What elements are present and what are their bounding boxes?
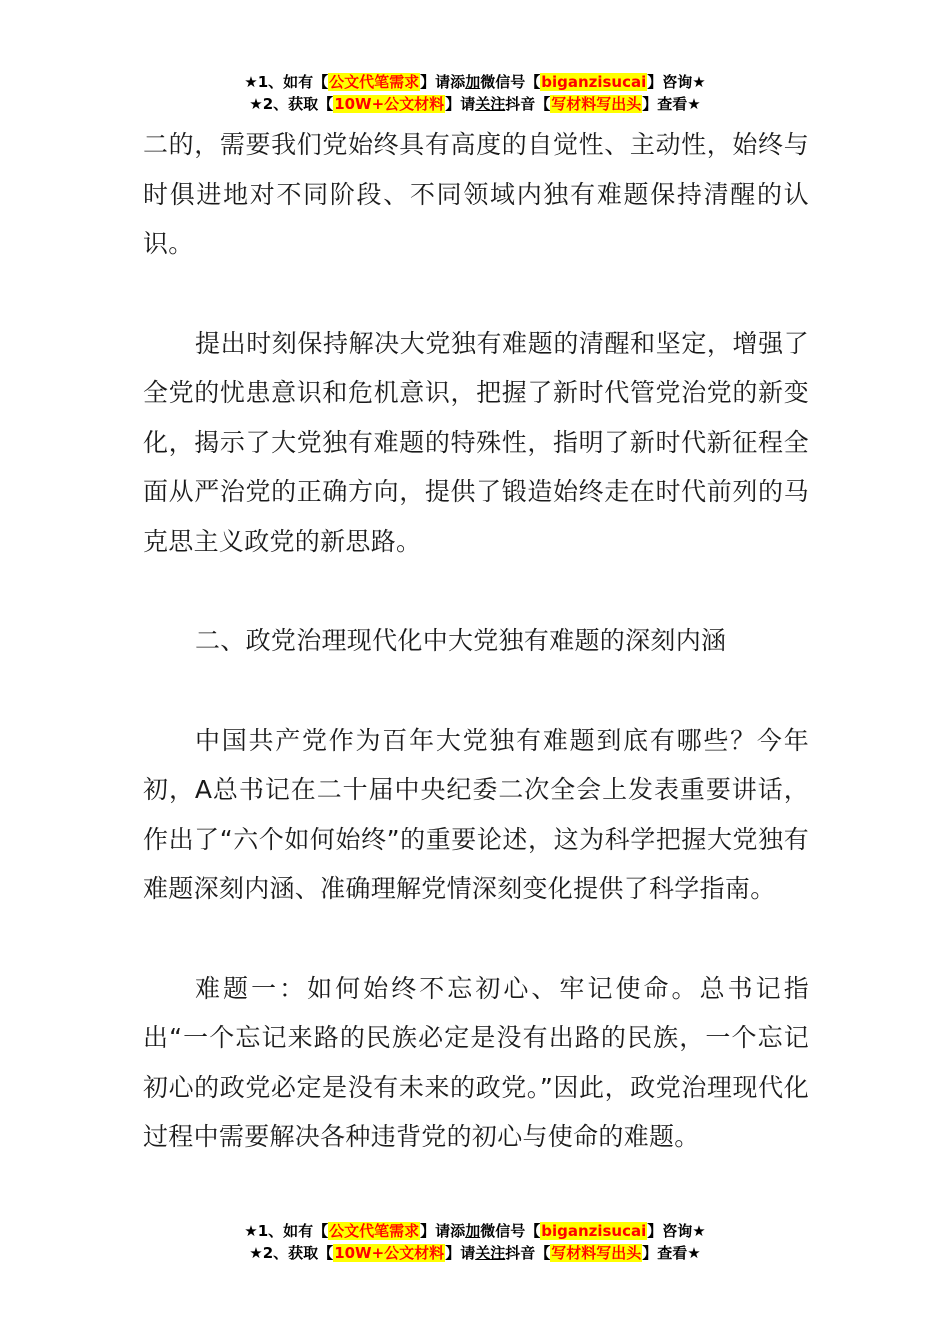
banner-text: ★2、获取【: [249, 1244, 334, 1262]
banner-line-2: [0, 1242, 950, 1264]
banner-text: 微信号【: [480, 73, 541, 91]
paragraph-continued: 二的，需要我们党始终具有高度的自觉性、主动性，始终与时俱进地对不同阶段、不同领域内独有难题保持清醒的认识。: [143, 130, 809, 258]
banner-underlined-text: 加: [465, 1222, 481, 1240]
highlight-service: 公文代笔需求: [329, 1222, 420, 1240]
footer-banner: [0, 1220, 950, 1264]
highlight-wechat-id: biganzisucai: [541, 73, 647, 91]
banner-text: 抖音【: [505, 1244, 551, 1262]
paragraph: 提出时刻保持解决大党独有难题的清醒和坚定，增强了全党的忧患意识和危机意识，把握了新时代管党治党的新变化，揭示了大党独有难题的特殊性，指明了新时代新征程全面从严治党的正确方向，提供了锻造始终走在时代前列的马克思主义政党的新思路。: [143, 328, 809, 556]
banner-text: 】查看★: [642, 1244, 701, 1262]
banner-underlined-text: 关注: [475, 95, 506, 113]
header-banner: [0, 71, 950, 115]
banner-text: 】咨询★: [647, 73, 706, 91]
highlight-wechat-id: biganzisucai: [541, 1222, 647, 1240]
highlight-douyin-account: 写材料写出头: [551, 95, 642, 113]
highlight-douyin-account: 写材料写出头: [551, 1244, 642, 1262]
banner-text: ★1、如有【: [244, 1222, 329, 1240]
banner-underlined-text: 加: [465, 73, 481, 91]
highlight-materials: 10W+公文材料: [334, 95, 445, 113]
document-body: [143, 120, 809, 1162]
highlight-materials: 10W+公文材料: [334, 1244, 445, 1262]
banner-text: 】查看★: [642, 95, 701, 113]
section-heading: 二、政党治理现代化中大党独有难题的深刻内涵: [195, 626, 727, 655]
banner-text: 】请添: [420, 1222, 466, 1240]
banner-text: 】请添: [420, 73, 466, 91]
paragraph: 中国共产党作为百年大党独有难题到底有哪些？今年初，A总书记在二十届中央纪委二次全会上发表重要讲话，作出了“六个如何始终”的重要论述，这为科学把握大党独有难题深刻内涵、准确理解党情深刻变化提供了科学指南。: [143, 725, 809, 903]
banner-text: 】请: [445, 95, 476, 113]
banner-text: ★2、获取【: [249, 95, 334, 113]
banner-text: 微信号【: [480, 1222, 541, 1240]
banner-text: 】咨询★: [647, 1222, 706, 1240]
banner-underlined-text: 关注: [475, 1244, 506, 1262]
banner-text: 】请: [445, 1244, 476, 1262]
paragraph: 难题一：如何始终不忘初心、牢记使命。总书记指出“一个忘记来路的民族必定是没有出路的民族，一个忘记初心的政党必定是没有未来的政党。”因此，政党治理现代化过程中需要解决各种违背党的初心与使命的难题。: [143, 973, 809, 1151]
banner-line-1: [0, 71, 950, 93]
highlight-service: 公文代笔需求: [329, 73, 420, 91]
banner-line-1: [0, 1220, 950, 1242]
banner-line-2: [0, 93, 950, 115]
banner-text: 抖音【: [505, 95, 551, 113]
banner-text: ★1、如有【: [244, 73, 329, 91]
